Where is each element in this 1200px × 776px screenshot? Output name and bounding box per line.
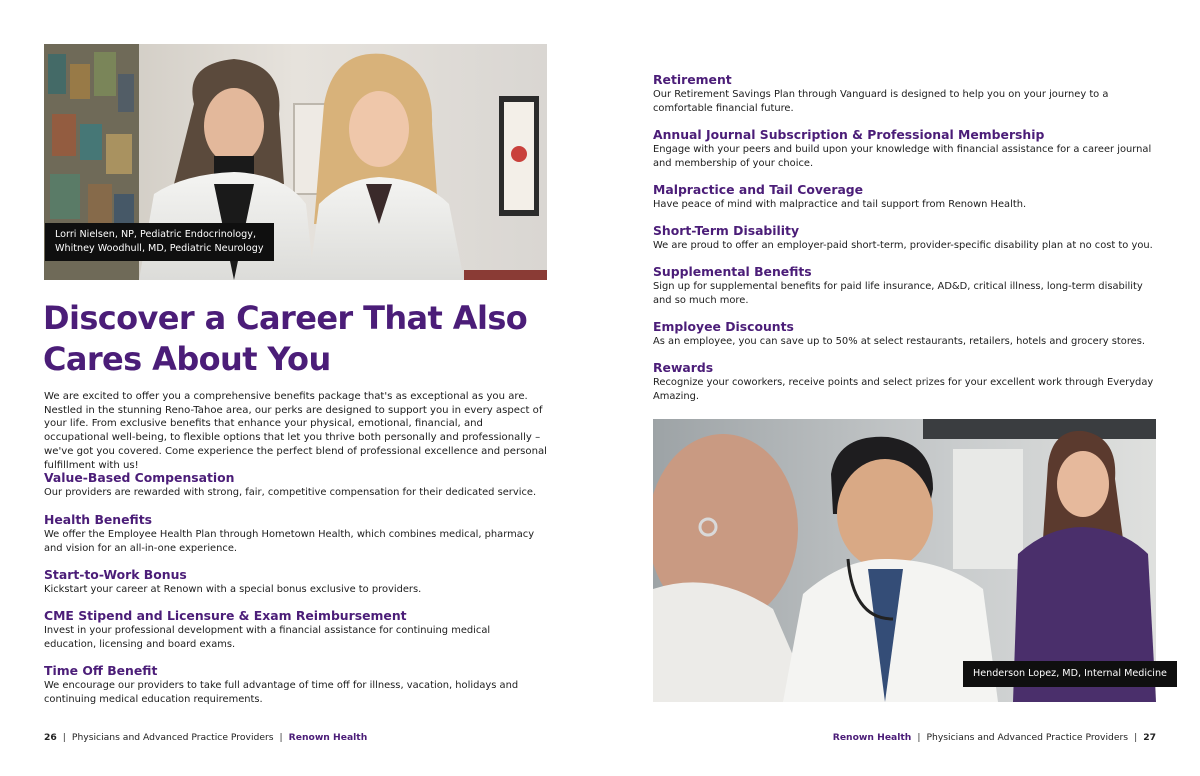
benefit-heading: Supplemental Benefits bbox=[653, 264, 812, 279]
benefit-heading: CME Stipend and Licensure & Exam Reimbursement bbox=[44, 608, 407, 623]
benefit-text: Engage with your peers and build upon your knowledge with financial assistance for a career journal and membership of your choice. bbox=[653, 144, 1152, 169]
benefit-item bbox=[44, 663, 544, 707]
caption-line-2: Whitney Woodhull, MD, Pediatric Neurology bbox=[55, 243, 264, 254]
benefit-heading: Employee Discounts bbox=[653, 319, 794, 334]
caption-line-1: Lorri Nielsen, NP, Pediatric Endocrinology, bbox=[55, 229, 256, 240]
benefit-heading: Time Off Benefit bbox=[44, 663, 158, 678]
left-photo-caption bbox=[45, 223, 274, 261]
benefit-text: Have peace of mind with malpractice and tail support from Renown Health. bbox=[653, 199, 1027, 210]
benefit-item bbox=[653, 72, 1158, 116]
page-number: 26 bbox=[44, 732, 57, 743]
benefit-item bbox=[653, 223, 1158, 253]
benefit-heading: Annual Journal Subscription & Professional Membership bbox=[653, 127, 1045, 142]
benefit-item bbox=[44, 608, 544, 652]
footer-right bbox=[833, 732, 1156, 743]
benefit-heading: Value-Based Compensation bbox=[44, 470, 235, 485]
benefit-item bbox=[653, 264, 1158, 308]
benefit-heading: Health Benefits bbox=[44, 512, 152, 527]
footer-divider: | bbox=[62, 732, 66, 743]
intro-paragraph: We are excited to offer you a comprehensive benefits package that's as exceptional as you are. Nestled in the stunning Reno-Tahoe area, our perks are designed to support you in every aspect of your life. From exclusive benefits that enhance your physical, emotional, financial, and occupational well-being, to flexible options that let you thrive both personally and professionally – we've got you covered. Come experience the perfect blend of professional excellence and personal fulfillment with us! bbox=[44, 391, 547, 471]
footer-section: Physicians and Advanced Practice Providers bbox=[71, 732, 274, 743]
benefit-text: Our Retirement Savings Plan through Vanguard is designed to help you on your journey to a comfortable financial future. bbox=[653, 89, 1109, 114]
benefit-item bbox=[653, 182, 1158, 212]
title-line-2: Cares About You bbox=[43, 340, 331, 378]
benefit-text: Sign up for supplemental benefits for paid life insurance, AD&D, critical illness, long-term disability and so much more. bbox=[653, 281, 1143, 306]
footer-brand: Renown Health bbox=[288, 732, 368, 743]
benefit-text: Invest in your professional development with a financial assistance for continuing medical education, licensing and board exams. bbox=[44, 625, 491, 650]
footer-section: Physicians and Advanced Practice Providers bbox=[926, 732, 1129, 743]
benefit-heading: Rewards bbox=[653, 360, 714, 375]
page-number: 27 bbox=[1143, 732, 1156, 743]
page-title bbox=[43, 298, 563, 380]
benefit-heading: Short-Term Disability bbox=[653, 223, 800, 238]
benefit-text: We encourage our providers to take full advantage of time off for illness, vacation, holidays and continuing medical education requirements. bbox=[44, 680, 519, 705]
title-line-1: Discover a Career That Also bbox=[43, 299, 528, 337]
doctor-photo-right bbox=[653, 419, 1156, 702]
benefit-heading: Malpractice and Tail Coverage bbox=[653, 182, 864, 197]
benefit-text: Recognize your coworkers, receive points and select prizes for your excellent work through Everyday Amazing. bbox=[653, 377, 1154, 402]
footer-divider: | bbox=[1134, 732, 1138, 743]
benefit-text: As an employee, you can save up to 50% at select restaurants, retailers, hotels and grocery stores. bbox=[653, 336, 1146, 347]
benefit-text: Our providers are rewarded with strong, fair, competitive compensation for their dedicated service. bbox=[44, 487, 537, 498]
benefit-item bbox=[653, 319, 1158, 349]
benefit-item bbox=[653, 127, 1158, 171]
benefit-item bbox=[44, 512, 544, 556]
benefit-text: We are proud to offer an employer-paid short-term, provider-specific disability plan at no cost to you. bbox=[653, 240, 1153, 251]
benefit-item bbox=[44, 470, 544, 500]
benefit-text: We offer the Employee Health Plan through Hometown Health, which combines medical, pharmacy and vision for an all-in-one experience. bbox=[44, 529, 535, 554]
benefit-item bbox=[653, 360, 1158, 404]
footer-divider: | bbox=[917, 732, 921, 743]
footer-left bbox=[44, 732, 367, 743]
footer-brand: Renown Health bbox=[832, 732, 912, 743]
benefit-text: Kickstart your career at Renown with a special bonus exclusive to providers. bbox=[44, 584, 422, 595]
benefit-item bbox=[44, 567, 544, 597]
benefit-heading: Start-to-Work Bonus bbox=[44, 567, 187, 582]
footer-divider: | bbox=[279, 732, 283, 743]
benefit-heading: Retirement bbox=[653, 72, 732, 87]
right-photo-caption: Henderson Lopez, MD, Internal Medicine bbox=[963, 661, 1177, 687]
